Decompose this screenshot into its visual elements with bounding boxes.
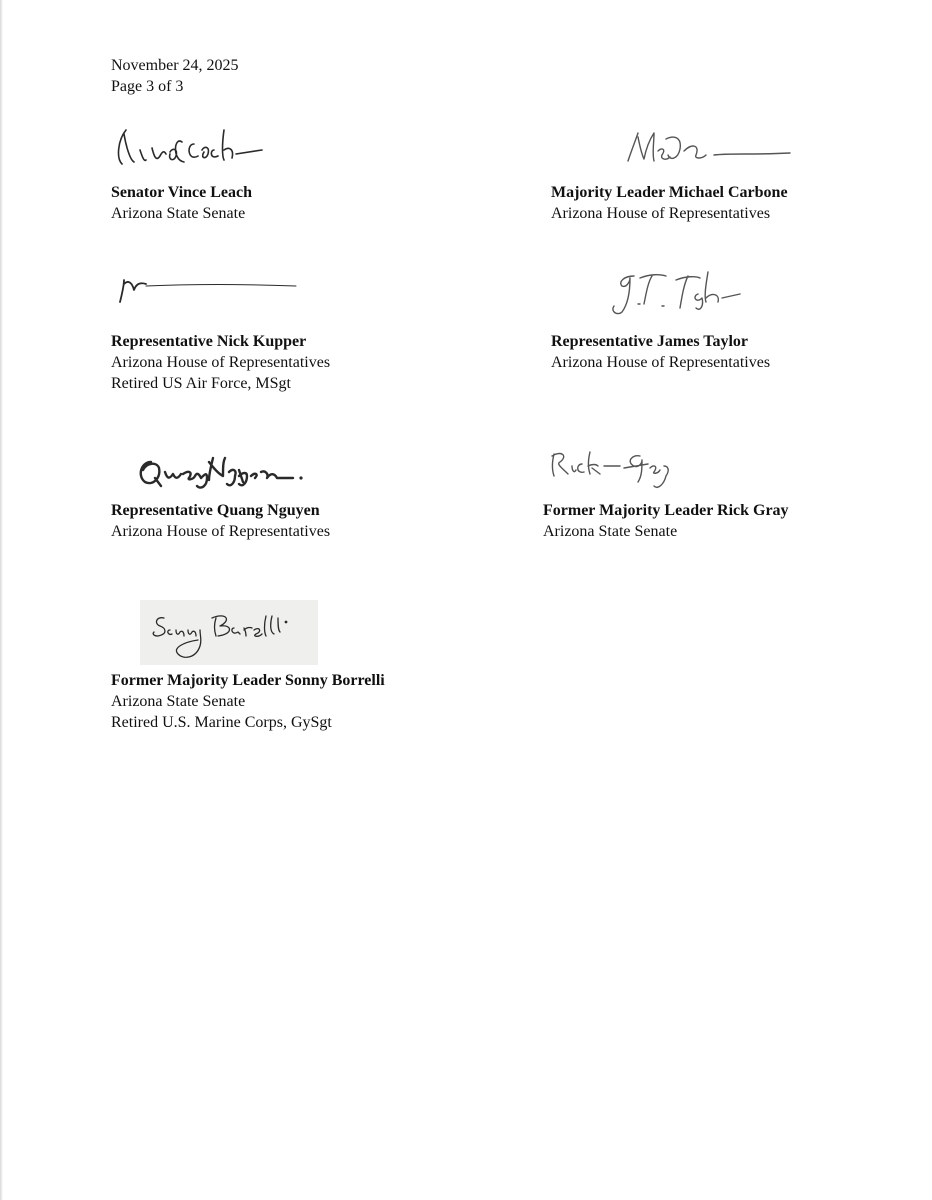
signatory-title: Arizona House of Representatives (551, 354, 771, 371)
letter-date: November 24, 2025 (111, 57, 239, 74)
signatory-title: Arizona State Senate (111, 205, 246, 222)
signatory-service: Retired US Air Force, MSgt (111, 375, 291, 392)
signature-vince-leach-icon (112, 120, 272, 170)
signatory-service: Retired U.S. Marine Corps, GySgt (111, 714, 332, 731)
signatory-block-rick-gray (543, 500, 789, 542)
signatory-name: Representative Quang Nguyen (111, 502, 320, 519)
signatory-name: Senator Vince Leach (111, 184, 253, 201)
signatory-block-nick-kupper (111, 331, 330, 394)
signatory-block-michael-carbone (551, 182, 788, 224)
signatory-name: Representative Nick Kupper (111, 333, 307, 350)
signature-james-taylor-icon (600, 268, 750, 318)
letter-header (111, 55, 239, 97)
signatory-block-sonny-borrelli (111, 670, 385, 733)
signatory-title: Arizona House of Representatives (551, 205, 771, 222)
signature-sonny-borrelli-icon (148, 606, 318, 662)
page-number: Page 3 of 3 (111, 78, 184, 95)
signatory-title: Arizona State Senate (543, 523, 678, 540)
signatory-title: Arizona State Senate (111, 693, 246, 710)
signature-nick-kupper-icon (112, 268, 302, 308)
page-edge (0, 0, 3, 1200)
signatory-name: Majority Leader Michael Carbone (551, 184, 788, 201)
signatory-name: Former Majority Leader Sonny Borrelli (111, 672, 385, 689)
signatory-name: Former Majority Leader Rick Gray (543, 502, 789, 519)
signatory-block-quang-nguyen (111, 500, 330, 542)
signatory-title: Arizona House of Representatives (111, 523, 331, 540)
signature-quang-nguyen-icon (135, 448, 305, 493)
signatory-block-james-taylor (551, 331, 770, 373)
signatory-block-vince-leach (111, 182, 252, 224)
signatory-name: Representative James Taylor (551, 333, 749, 350)
signature-rick-gray-icon (544, 444, 714, 494)
signatory-title: Arizona House of Representatives (111, 354, 331, 371)
signature-michael-carbone-icon (622, 125, 792, 170)
